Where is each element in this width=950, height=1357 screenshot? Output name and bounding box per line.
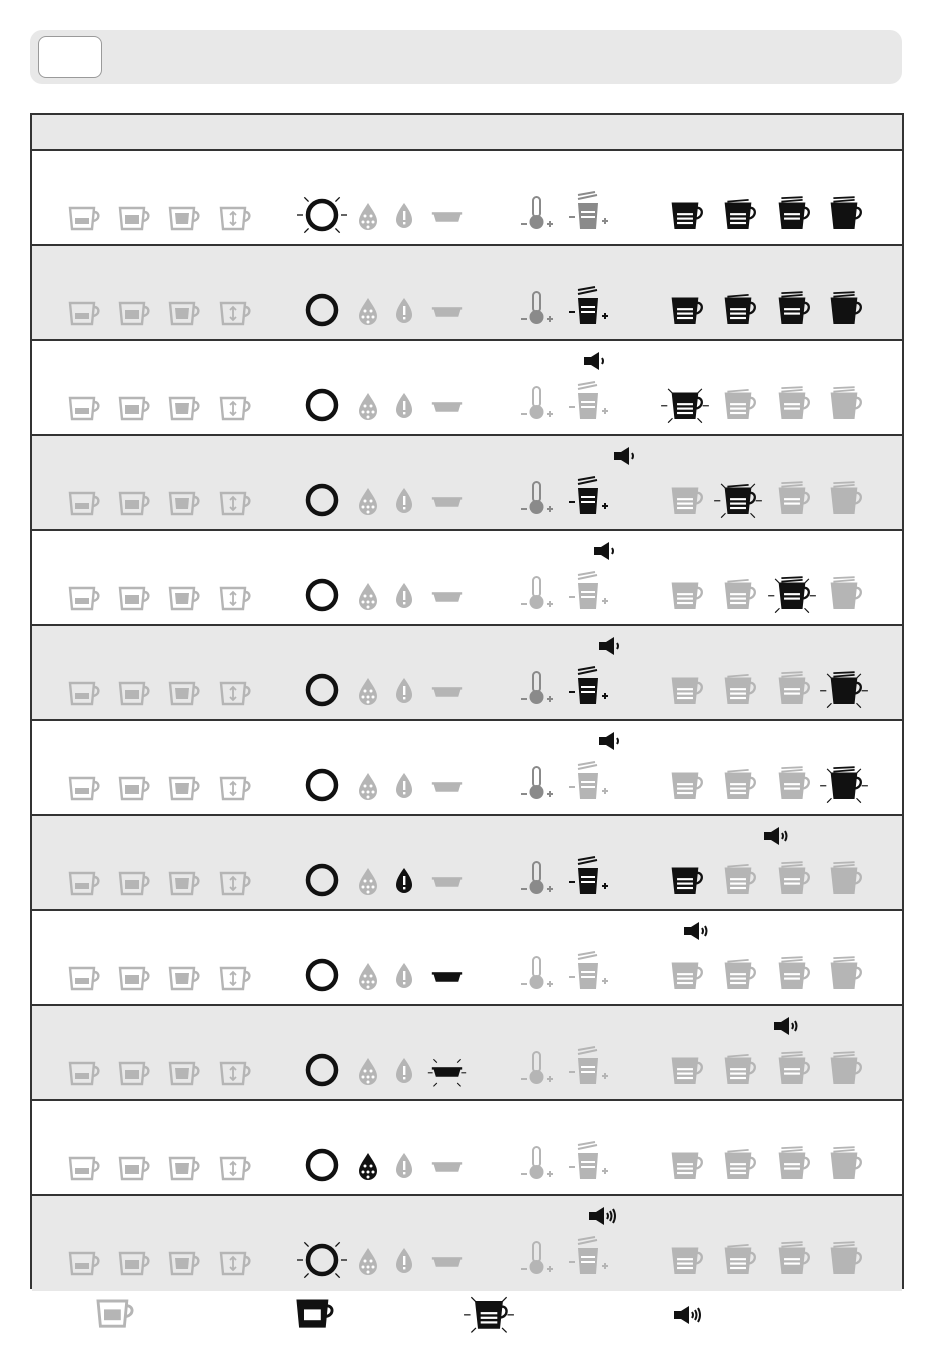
descaling-drop-icon xyxy=(357,296,379,326)
level-1-icon xyxy=(662,1046,708,1092)
temperature-icon xyxy=(517,478,557,518)
level-2-icon xyxy=(715,666,761,712)
table-row xyxy=(32,816,902,911)
cup-blink-legend-icon xyxy=(460,1289,518,1337)
custom-volume-cup-icon xyxy=(218,488,254,518)
warning-icon xyxy=(394,961,414,991)
descaling-drop-icon xyxy=(357,201,379,231)
custom-volume-cup-icon xyxy=(218,868,254,898)
americano-cup-icon xyxy=(167,868,203,898)
level-1-icon xyxy=(662,571,708,617)
level-3-icon xyxy=(769,951,815,997)
table-row xyxy=(32,721,902,816)
temperature-icon xyxy=(517,573,557,613)
sound-icon xyxy=(682,919,714,943)
lungo-cup-icon xyxy=(117,963,153,993)
espresso-cup-icon xyxy=(67,963,103,993)
level-3-icon xyxy=(769,666,815,712)
sound-icon xyxy=(762,824,794,848)
level-4-icon xyxy=(821,571,867,617)
custom-volume-cup-icon xyxy=(218,678,254,708)
custom-volume-cup-icon xyxy=(218,963,254,993)
water-hardness-icon xyxy=(567,951,609,993)
water-hardness-icon xyxy=(567,381,609,423)
espresso-cup-icon xyxy=(67,678,103,708)
sound-icon xyxy=(597,729,629,753)
table-row xyxy=(32,341,902,436)
warning-icon xyxy=(394,771,414,801)
power-ring-icon xyxy=(302,955,342,995)
level-4-icon xyxy=(821,476,867,522)
water-hardness-icon xyxy=(567,286,609,328)
temperature-icon xyxy=(517,1143,557,1183)
lungo-cup-icon xyxy=(117,583,153,613)
table-row xyxy=(32,246,902,341)
table-row xyxy=(32,1006,902,1101)
lungo-cup-icon xyxy=(117,298,153,328)
level-2-icon xyxy=(715,761,761,807)
power-ring-icon xyxy=(302,860,342,900)
water-hardness-icon xyxy=(567,571,609,613)
espresso-cup-icon xyxy=(67,203,103,233)
level-3-icon xyxy=(769,571,815,617)
sound-legend-icon xyxy=(672,1303,704,1327)
water-hardness-icon xyxy=(567,856,609,898)
espresso-cup-icon xyxy=(67,583,103,613)
espresso-cup-icon xyxy=(67,393,103,423)
table-row xyxy=(32,1101,902,1196)
lungo-cup-icon xyxy=(117,488,153,518)
temperature-icon xyxy=(517,763,557,803)
level-1-icon xyxy=(662,191,708,237)
custom-volume-cup-icon xyxy=(218,298,254,328)
descaling-drop-icon xyxy=(357,961,379,991)
sound-icon xyxy=(587,1204,619,1228)
level-2-icon xyxy=(715,476,761,522)
americano-cup-icon xyxy=(167,1153,203,1183)
level-3-icon xyxy=(769,381,815,427)
descaling-drop-icon xyxy=(357,486,379,516)
power-ring-icon xyxy=(302,385,342,425)
level-2-icon xyxy=(715,1236,761,1282)
americano-cup-icon xyxy=(167,488,203,518)
americano-cup-icon xyxy=(167,963,203,993)
level-4-icon xyxy=(821,1236,867,1282)
descaling-drop-icon xyxy=(357,771,379,801)
level-1-icon xyxy=(662,1141,708,1187)
drip-tray-icon xyxy=(424,201,470,233)
lungo-cup-icon xyxy=(117,773,153,803)
espresso-cup-icon xyxy=(67,773,103,803)
drip-tray-icon xyxy=(424,1151,470,1183)
espresso-cup-icon xyxy=(67,1248,103,1278)
level-4-icon xyxy=(821,1141,867,1187)
level-2-icon xyxy=(715,856,761,902)
level-3-icon xyxy=(769,761,815,807)
americano-cup-icon xyxy=(167,203,203,233)
power-ring-icon xyxy=(302,1240,342,1280)
level-4-icon xyxy=(821,666,867,712)
water-hardness-icon xyxy=(567,476,609,518)
level-2-icon xyxy=(715,1046,761,1092)
water-hardness-icon xyxy=(567,191,609,233)
temperature-icon xyxy=(517,288,557,328)
espresso-cup-icon xyxy=(67,488,103,518)
power-ring-icon xyxy=(302,575,342,615)
americano-cup-icon xyxy=(167,298,203,328)
drip-tray-icon xyxy=(424,1056,470,1088)
level-4-icon xyxy=(821,856,867,902)
table-row xyxy=(32,436,902,531)
legend xyxy=(0,1285,950,1357)
level-2-icon xyxy=(715,951,761,997)
level-4-icon xyxy=(821,381,867,427)
americano-cup-icon xyxy=(167,773,203,803)
level-4-icon xyxy=(821,191,867,237)
espresso-cup-icon xyxy=(67,1153,103,1183)
lungo-cup-icon xyxy=(117,1058,153,1088)
lungo-cup-icon xyxy=(117,1153,153,1183)
drip-tray-icon xyxy=(424,866,470,898)
drip-tray-icon xyxy=(424,676,470,708)
power-ring-icon xyxy=(302,480,342,520)
table-row xyxy=(32,911,902,1006)
americano-cup-icon xyxy=(167,678,203,708)
table-row xyxy=(32,531,902,626)
power-ring-icon xyxy=(302,670,342,710)
cup-on-legend-icon xyxy=(294,1295,338,1331)
level-1-icon xyxy=(662,951,708,997)
custom-volume-cup-icon xyxy=(218,1153,254,1183)
temperature-icon xyxy=(517,193,557,233)
level-2-icon xyxy=(715,191,761,237)
power-ring-icon xyxy=(302,290,342,330)
custom-volume-cup-icon xyxy=(218,203,254,233)
sound-icon xyxy=(582,349,614,373)
level-4-icon xyxy=(821,1046,867,1092)
descaling-drop-icon xyxy=(357,1056,379,1086)
custom-volume-cup-icon xyxy=(218,1248,254,1278)
sound-icon xyxy=(592,539,624,563)
cup-off-legend-icon xyxy=(94,1295,138,1331)
americano-cup-icon xyxy=(167,583,203,613)
water-hardness-icon xyxy=(567,1141,609,1183)
level-4-icon xyxy=(821,761,867,807)
header-label-box xyxy=(38,36,102,78)
warning-icon xyxy=(394,866,414,896)
sound-icon xyxy=(597,634,629,658)
custom-volume-cup-icon xyxy=(218,393,254,423)
drip-tray-icon xyxy=(424,1246,470,1278)
table-row xyxy=(32,151,902,246)
level-3-icon xyxy=(769,1141,815,1187)
table-header-row xyxy=(32,115,902,151)
level-2-icon xyxy=(715,1141,761,1187)
power-ring-icon xyxy=(302,1050,342,1090)
warning-icon xyxy=(394,486,414,516)
level-3-icon xyxy=(769,1236,815,1282)
lungo-cup-icon xyxy=(117,393,153,423)
power-ring-icon xyxy=(302,195,342,235)
level-1-icon xyxy=(662,761,708,807)
warning-icon xyxy=(394,296,414,326)
descaling-drop-icon xyxy=(357,581,379,611)
level-4-icon xyxy=(821,286,867,332)
drip-tray-icon xyxy=(424,296,470,328)
temperature-icon xyxy=(517,1238,557,1278)
temperature-icon xyxy=(517,858,557,898)
power-ring-icon xyxy=(302,1145,342,1185)
sound-icon xyxy=(772,1014,804,1038)
espresso-cup-icon xyxy=(67,868,103,898)
level-3-icon xyxy=(769,191,815,237)
warning-icon xyxy=(394,581,414,611)
descaling-drop-icon xyxy=(357,866,379,896)
lungo-cup-icon xyxy=(117,678,153,708)
custom-volume-cup-icon xyxy=(218,1058,254,1088)
espresso-cup-icon xyxy=(67,1058,103,1088)
level-3-icon xyxy=(769,286,815,332)
descaling-drop-icon xyxy=(357,676,379,706)
americano-cup-icon xyxy=(167,393,203,423)
descaling-drop-icon xyxy=(357,1151,379,1181)
level-3-icon xyxy=(769,476,815,522)
power-ring-icon xyxy=(302,765,342,805)
level-2-icon xyxy=(715,571,761,617)
americano-cup-icon xyxy=(167,1248,203,1278)
indicator-table xyxy=(30,113,904,1289)
lungo-cup-icon xyxy=(117,1248,153,1278)
level-2-icon xyxy=(715,381,761,427)
warning-icon xyxy=(394,1151,414,1181)
level-1-icon xyxy=(662,666,708,712)
level-1-icon xyxy=(662,856,708,902)
descaling-drop-icon xyxy=(357,391,379,421)
warning-icon xyxy=(394,201,414,231)
lungo-cup-icon xyxy=(117,868,153,898)
lungo-cup-icon xyxy=(117,203,153,233)
water-hardness-icon xyxy=(567,1236,609,1278)
warning-icon xyxy=(394,1056,414,1086)
temperature-icon xyxy=(517,668,557,708)
table-row xyxy=(32,626,902,721)
descaling-drop-icon xyxy=(357,1246,379,1276)
temperature-icon xyxy=(517,1048,557,1088)
warning-icon xyxy=(394,391,414,421)
level-1-icon xyxy=(662,381,708,427)
custom-volume-cup-icon xyxy=(218,773,254,803)
warning-icon xyxy=(394,1246,414,1276)
sound-icon xyxy=(612,444,644,468)
level-1-icon xyxy=(662,286,708,332)
header-bar xyxy=(30,30,902,84)
level-4-icon xyxy=(821,951,867,997)
custom-volume-cup-icon xyxy=(218,583,254,613)
level-2-icon xyxy=(715,286,761,332)
water-hardness-icon xyxy=(567,666,609,708)
drip-tray-icon xyxy=(424,486,470,518)
drip-tray-icon xyxy=(424,771,470,803)
table-row xyxy=(32,1196,902,1291)
level-1-icon xyxy=(662,476,708,522)
level-3-icon xyxy=(769,1046,815,1092)
drip-tray-icon xyxy=(424,391,470,423)
level-3-icon xyxy=(769,856,815,902)
drip-tray-icon xyxy=(424,961,470,993)
americano-cup-icon xyxy=(167,1058,203,1088)
water-hardness-icon xyxy=(567,761,609,803)
water-hardness-icon xyxy=(567,1046,609,1088)
warning-icon xyxy=(394,676,414,706)
espresso-cup-icon xyxy=(67,298,103,328)
temperature-icon xyxy=(517,953,557,993)
temperature-icon xyxy=(517,383,557,423)
level-1-icon xyxy=(662,1236,708,1282)
drip-tray-icon xyxy=(424,581,470,613)
